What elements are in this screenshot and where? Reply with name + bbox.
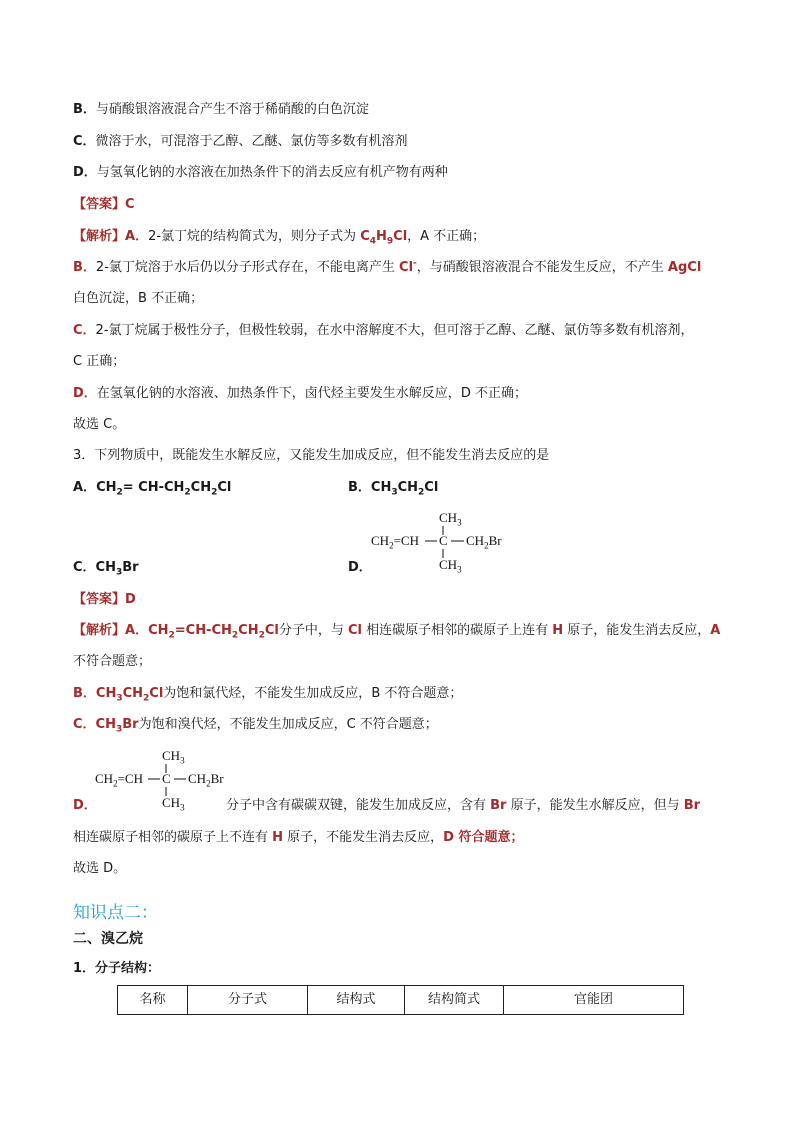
subsection-heading: 1．分子结构： <box>73 961 161 976</box>
struct-left: $CH_2=CH$ <box>371 533 419 551</box>
struct-bottom-ch3: $CH_3$ <box>439 557 462 575</box>
table-header-cell: 官能团 <box>504 986 684 1015</box>
molecular-structure-table <box>117 985 684 1015</box>
analysis-1-b: B．2-氯丁烷溶于水后仍以分子形式存在，不能电离产生 Cl-，与硝酸银溶液混合不能发生反应，不产生 AgCl <box>73 258 702 275</box>
analysis-2-d-text: 分子中含有碳碳双键，能发生加成反应，含有 Br 原子，能发生水解反应，但与 Br <box>226 798 701 813</box>
analysis-1-a: 【解析】A．2-氯丁烷的结构简式为，则分子式为 $C_4H_9Cl$，A 不正确； <box>73 229 486 247</box>
struct-top-ch3: $CH_3$ <box>439 510 462 528</box>
struct-bonds <box>371 508 511 574</box>
analysis-2-c: C．$CH_3Br$为饱和溴代烃，不能发生加成反应，C 不符合题意； <box>73 717 438 735</box>
table-header-cell: 名称 <box>118 986 188 1015</box>
option-d-line: D．与氢氧化钠的水溶液在加热条件下的消去反应有机产物有两种 <box>73 165 448 180</box>
table-header-cell: 结构式 <box>308 986 405 1015</box>
table-header-cell: 分子式 <box>188 986 308 1015</box>
answer-2: 【答案】D <box>73 592 136 607</box>
question-3-stem: 3．下列物质中，既能发生水解反应，又能发生加成反应，但不能发生消去反应的是 <box>73 448 550 463</box>
q3-option-a: A．$CH_2= CH-CH_2CH_2Cl$ <box>73 480 232 498</box>
table-header-row <box>118 986 684 1015</box>
table-header-cell: 结构简式 <box>405 986 504 1015</box>
struct-center: C <box>439 533 448 548</box>
q3-option-d: D． <box>348 560 372 575</box>
analysis-struct-bonds <box>95 746 235 812</box>
analysis-2-d: D． <box>73 798 97 813</box>
analysis-2-conclusion: 故选 D。 <box>73 861 127 876</box>
analysis-2-d-structure: $CH_3$ $CH_2=CH$ C $CH_2Br$ $CH_3$ <box>95 746 235 812</box>
analysis-1-conclusion: 故选 C。 <box>73 417 126 432</box>
q3-option-b: B．$CH_3CH_2Cl$ <box>348 480 439 498</box>
option-b-line: B．与硝酸银溶液混合产生不溶于稀硝酸的白色沉淀 <box>73 102 369 117</box>
section-heading: 二、溴乙烷 <box>73 931 143 947</box>
analysis-2-d-cont: 相连碳原子相邻的碳原子上不连有 H 原子，不能发生消去反应，D 符合题意； <box>73 830 524 845</box>
struct-right: $CH_2Br$ <box>466 533 502 551</box>
analysis-1-c-cont: C 正确； <box>73 354 126 369</box>
analysis-1-b-cont: 白色沉淀，B 不正确； <box>73 291 204 306</box>
analysis-2-a-cont: 不符合题意； <box>73 654 152 669</box>
analysis-1-c: C．2-氯丁烷属于极性分子，但极性较弱，在水中溶解度不大，但可溶于乙醇、乙醚、氯仿等多数有机溶剂， <box>73 323 694 338</box>
answer-1: 【答案】C <box>73 197 135 212</box>
analysis-2-a: 【解析】A．$CH_2=CH-CH_2CH_2Cl$分子中，与 Cl 相连碳原子相邻的碳原子上连有 H 原子，能发生消去反应，A <box>73 623 721 641</box>
knowledge-point-title: 知识点二： <box>73 903 158 923</box>
option-c-line: C．微溶于水，可混溶于乙醇、乙醚、氯仿等多数有机溶剂 <box>73 134 408 149</box>
q3-option-d-structure <box>371 508 511 574</box>
q3-option-c: C．$CH_3Br$ <box>73 560 139 578</box>
analysis-1-d: D．在氢氧化钠的水溶液、加热条件下，卤代烃主要发生水解反应，D 不正确； <box>73 386 527 401</box>
analysis-2-b: B．$CH_3CH_2Cl$为饱和氯代烃，不能发生加成反应，B 不符合题意； <box>73 686 463 704</box>
